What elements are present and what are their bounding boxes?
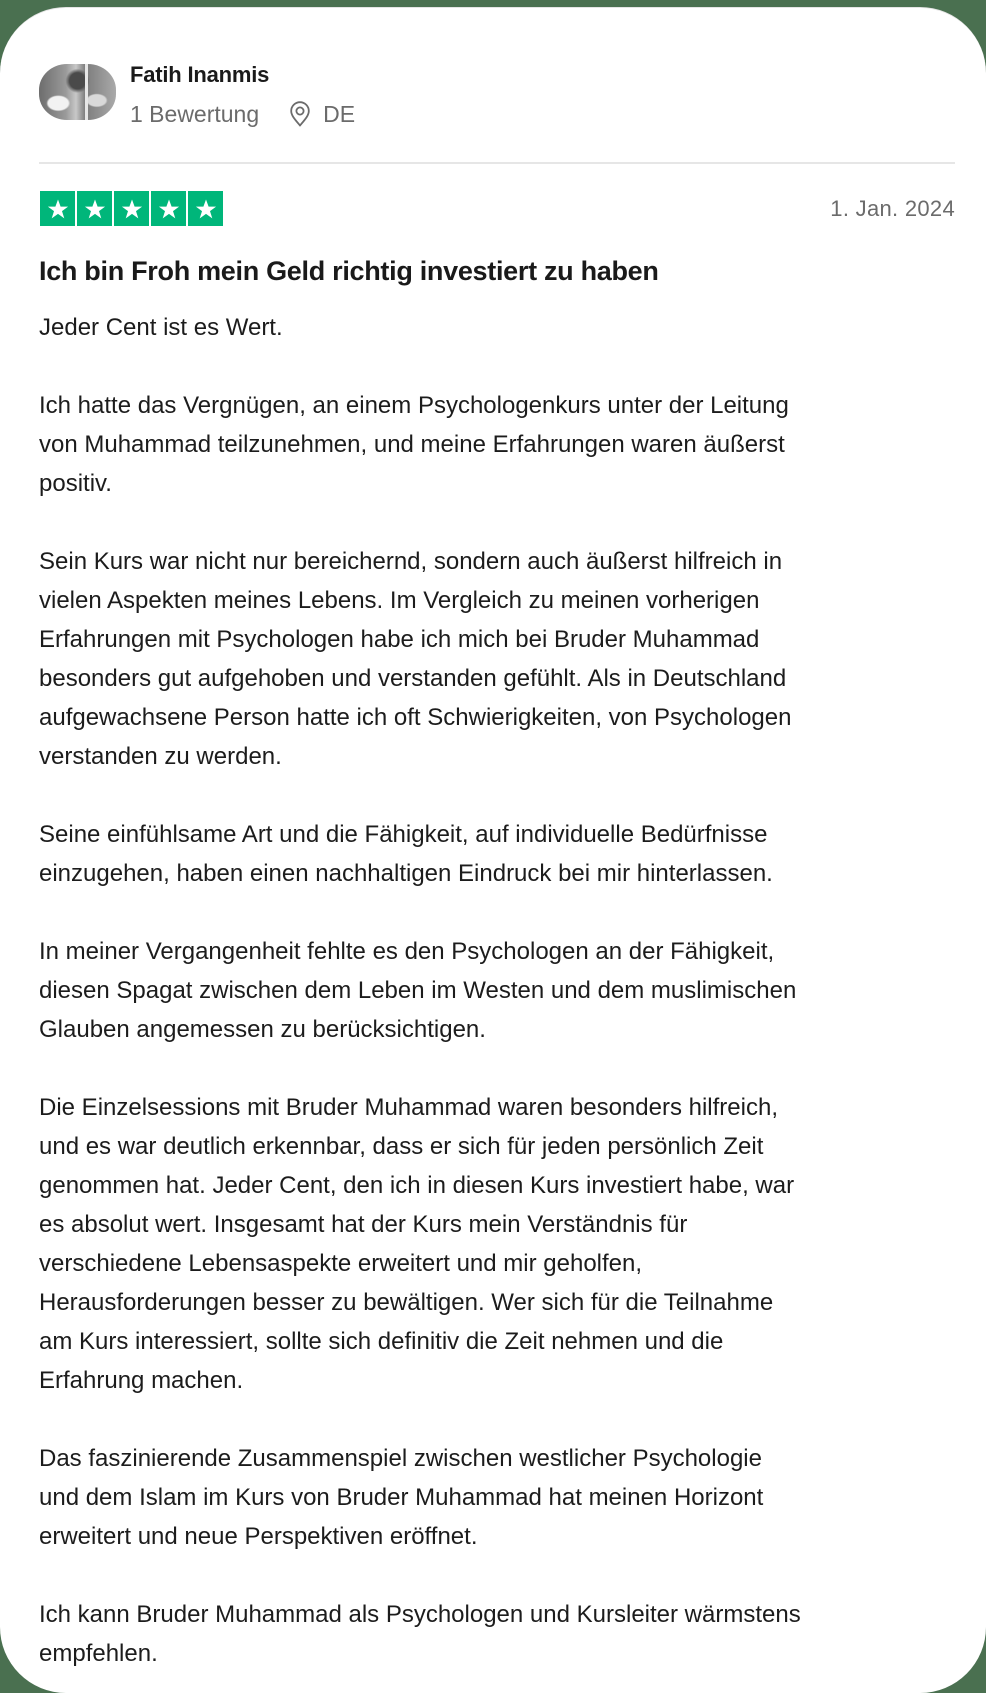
reviewer-meta [130, 100, 355, 128]
text-line: Das faszinierende Zusammenspiel zwischen westlicher Psychologie [39, 1445, 762, 1472]
reviewer-name[interactable]: Fatih Inanmis [130, 62, 270, 87]
star-icon [40, 191, 75, 226]
text-line: einzugehen, haben einen nachhaltigen Eindruck bei mir hinterlassen. [39, 860, 773, 887]
text-line: genommen hat. Jeder Cent, den ich in diesen Kurs investiert habe, war [39, 1172, 795, 1199]
star-icon [188, 191, 223, 226]
review-paragraph [39, 932, 959, 1049]
review-paragraph [39, 815, 959, 893]
review-title[interactable]: Ich bin Froh mein Geld richtig investiert zu haben [39, 256, 659, 286]
review-body [39, 308, 959, 1673]
reviewer-country: DE [323, 100, 356, 127]
text-line: besonders gut aufgehoben und verstanden gefühlt. Als in Deutschland [39, 665, 787, 692]
text-line: von Muhammad teilzunehmen, und meine Erfahrungen waren äußerst [39, 431, 785, 458]
text-line: diesen Spagat zwischen dem Leben im Westen und dem muslimischen [39, 977, 797, 1004]
text-line: verschiedene Lebensaspekte erweitert und mir geholfen, [39, 1250, 643, 1277]
text-line: Ich kann Bruder Muhammad als Psychologen und Kursleiter wärmstens [39, 1601, 801, 1628]
star-rating [40, 191, 223, 226]
review-count: 1 Bewertung [130, 100, 260, 127]
text-line: Erfahrung machen. [39, 1367, 244, 1394]
text-line: und dem Islam im Kurs von Bruder Muhammad hat meinen Horizont [39, 1484, 764, 1511]
reviewer-avatar[interactable] [39, 64, 116, 120]
text-line: Jeder Cent ist es Wert. [39, 314, 283, 341]
text-line: Sein Kurs war nicht nur bereichernd, sondern auch äußerst hilfreich in [39, 548, 783, 575]
review-paragraph [39, 542, 959, 776]
review-card [0, 7, 986, 1693]
star-icon [77, 191, 112, 226]
review-paragraph [39, 1439, 959, 1556]
text-line: Ich hatte das Vergnügen, an einem Psychologenkurs unter der Leitung [39, 392, 789, 419]
text-line: am Kurs interessiert, sollte sich definitiv die Zeit nehmen und die [39, 1328, 724, 1355]
review-paragraph [39, 1088, 959, 1400]
star-icon [114, 191, 149, 226]
review-paragraph [39, 1595, 959, 1673]
text-line: Herausforderungen besser zu bewältigen. Wer sich für die Teilnahme [39, 1289, 774, 1316]
text-line: verstanden zu werden. [39, 743, 282, 770]
text-line: erweitert und neue Perspektiven eröffnet. [39, 1523, 478, 1550]
review-paragraph [39, 308, 959, 347]
header-divider [39, 162, 955, 164]
text-line: und es war deutlich erkennbar, dass er sich für jeden persönlich Zeit [39, 1133, 764, 1160]
text-line: Seine einfühlsame Art und die Fähigkeit, auf individuelle Bedürfnisse [39, 821, 768, 848]
map-pin-icon [289, 101, 311, 127]
text-line: positiv. [39, 470, 112, 497]
text-line: vielen Aspekten meines Lebens. Im Vergleich zu meinen vorherigen [39, 587, 760, 614]
text-line: es absolut wert. Insgesamt hat der Kurs mein Verständnis für [39, 1211, 688, 1238]
text-line: Erfahrungen mit Psychologen habe ich mich bei Bruder Muhammad [39, 626, 760, 653]
text-line: Glauben angemessen zu berücksichtigen. [39, 1016, 486, 1043]
text-line: Die Einzelsessions mit Bruder Muhammad waren besonders hilfreich, [39, 1094, 778, 1121]
text-line: In meiner Vergangenheit fehlte es den Psychologen an der Fähigkeit, [39, 938, 775, 965]
text-line: empfehlen. [39, 1640, 158, 1667]
review-paragraph [39, 386, 959, 503]
star-icon [151, 191, 186, 226]
review-date: 1. Jan. 2024 [830, 196, 955, 221]
text-line: aufgewachsene Person hatte ich oft Schwierigkeiten, von Psychologen [39, 704, 792, 731]
